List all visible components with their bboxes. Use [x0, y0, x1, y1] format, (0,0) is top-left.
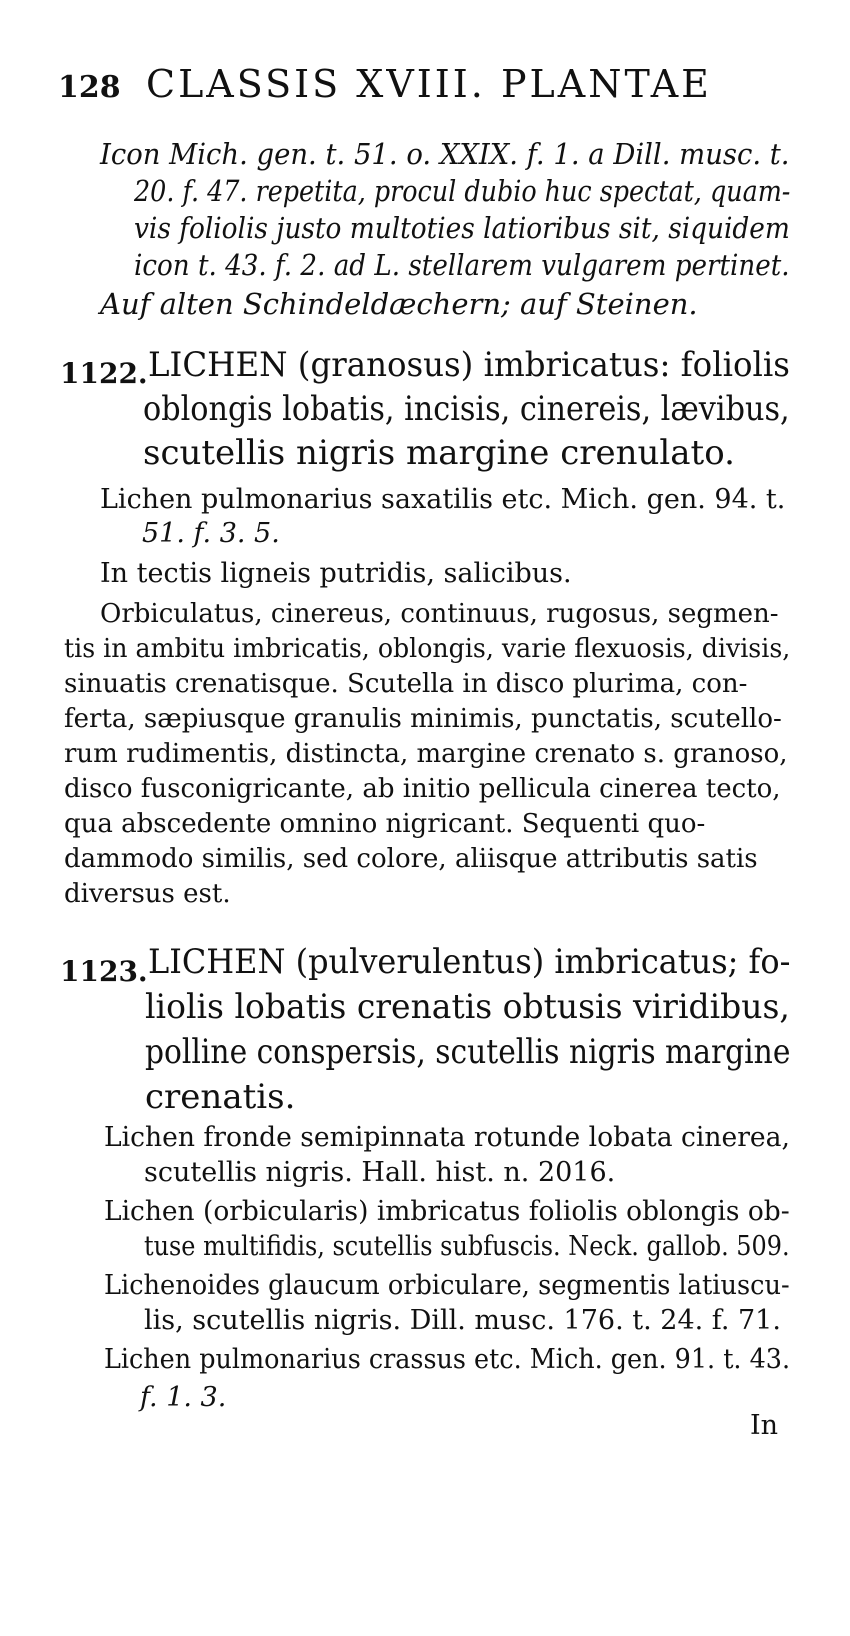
text-line: icon t. 43. f. 2. ad L. stellarem vulgarem pertinet. — [134, 248, 790, 282]
text-line: 20. f. 47. repetita, procul dubio huc spectat, quam- — [134, 174, 791, 208]
description-line: ferta, sæpiusque granulis minimis, punctatis, scutello- — [64, 704, 782, 734]
synonym-line: lis, scutellis nigris. Dill. musc. 176. t. 24. f. 71. — [144, 1305, 781, 1336]
entry-title-line: LICHEN (pulverulentus) imbricatus; fo- — [148, 942, 791, 982]
entry-number: 1122. — [60, 357, 148, 390]
description-line: disco fusconigricante, ab initio pellicula cinerea tecto, — [64, 774, 781, 804]
description-line: qua abscedente omnino nigricant. Sequenti quo- — [64, 809, 706, 839]
text-line: vis foliolis justo multoties latioribus sit, siquidem — [134, 211, 790, 245]
description-line: dammodo similis, sed colore, aliisque attributis satis — [64, 844, 758, 874]
synonym-line: f. 1. 3. — [140, 1382, 227, 1413]
description-line: sinuatis crenatisque. Scutella in disco plurima, con- — [64, 669, 748, 699]
page-number: 128 — [58, 70, 121, 105]
entry-title-line: polline conspersis, scutellis nigris margine — [145, 1032, 791, 1072]
synonym-line: scutellis nigris. Hall. hist. n. 2016. — [144, 1157, 616, 1188]
habitat-line: Auf alten Schindeldæchern; auf Steinen. — [100, 287, 698, 321]
entry-title-line: liolis lobatis crenatis obtusis viridibus, — [145, 987, 790, 1027]
synonym-line: tuse multifidis, scutellis subfuscis. Neck. gallob. 509. — [144, 1231, 790, 1262]
entry-title-line: scutellis nigris margine crenulato. — [143, 433, 735, 473]
habitat-line: In tectis ligneis putridis, salicibus. — [100, 558, 572, 589]
description-line: rum rudimentis, distincta, margine crenato s. granoso, — [64, 739, 788, 769]
catchword: In — [750, 1410, 779, 1441]
page-header — [58, 62, 738, 112]
synonym-line: Lichen pulmonarius saxatilis etc. Mich. gen. 94. t. — [100, 484, 786, 515]
description-line: diversus est. — [64, 879, 231, 909]
entry-title-line: crenatis. — [145, 1077, 296, 1117]
synonym-line: Lichen pulmonarius crassus etc. Mich. gen. 91. t. 43. — [104, 1344, 791, 1375]
synonym-line: Lichen (orbicularis) imbricatus foliolis oblongis ob- — [104, 1196, 790, 1227]
text-line: Icon Mich. gen. t. 51. o. XXIX. f. 1. a Dill. musc. t. — [100, 137, 790, 171]
description-line: Orbiculatus, cinereus, continuus, rugosus, segmen- — [100, 599, 779, 629]
entry-title-line: LICHEN (granosus) imbricatus: foliolis — [148, 345, 790, 385]
entry-number: 1123. — [60, 955, 148, 988]
running-title: CLASSIS XVIII. PLANTAE — [146, 62, 712, 106]
entry-title-line: oblongis lobatis, incisis, cinereis, lævibus, — [143, 389, 790, 429]
description-line: tis in ambitu imbricatis, oblongis, varie flexuosis, divisis, — [64, 634, 791, 664]
synonym-line: Lichenoides glaucum orbiculare, segmentis latiuscu- — [104, 1270, 790, 1301]
synonym-line: Lichen fronde semipinnata rotunde lobata cinerea, — [104, 1122, 790, 1153]
synonym-line: 51. f. 3. 5. — [142, 518, 280, 549]
